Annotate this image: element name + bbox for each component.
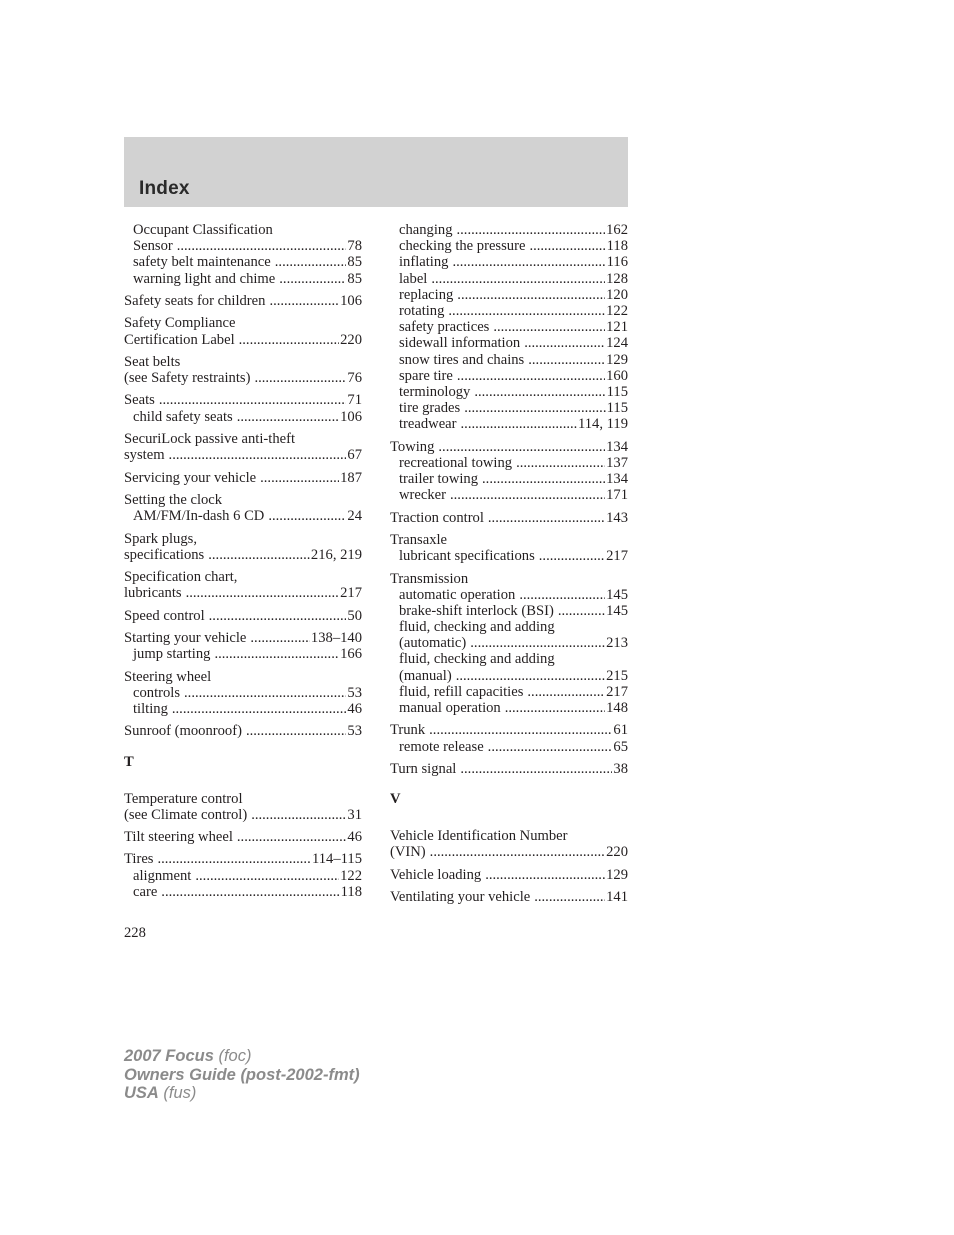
- index-entry-line: [124, 370, 362, 386]
- index-entry: [390, 439, 628, 504]
- index-entry: [124, 829, 362, 845]
- dot-leader: [430, 844, 605, 860]
- index-subentry-line: [124, 271, 362, 287]
- dot-leader: [214, 646, 339, 662]
- index-term: inflating: [399, 254, 449, 271]
- index-term: Traction control: [390, 509, 484, 526]
- index-entry: [124, 470, 362, 486]
- index-page-ref: 220: [606, 844, 628, 861]
- index-term: trailer towing: [399, 471, 479, 487]
- dot-leader: [488, 510, 605, 526]
- index-entry: [390, 222, 628, 432]
- index-entry-line: [390, 889, 628, 905]
- index-term: Spark plugs,: [124, 530, 197, 547]
- index-letter-heading: V: [390, 791, 401, 808]
- index-subentry-line: [124, 254, 362, 270]
- index-page-ref: 120: [606, 286, 628, 303]
- index-term: child safety seats: [133, 408, 233, 425]
- index-page-ref: 217: [340, 585, 362, 602]
- index-entry-line: [124, 569, 362, 585]
- index-column-right: [390, 222, 628, 911]
- index-subentry-line: [390, 548, 628, 564]
- index-page-ref: 76: [347, 370, 362, 387]
- index-page-ref: 116: [606, 254, 628, 271]
- index-term: lubricants: [124, 585, 182, 602]
- index-term: Ventilating your vehicle: [390, 889, 531, 906]
- index-term: Specification chart,: [124, 569, 238, 586]
- dot-leader: [493, 319, 605, 335]
- index-entry-line: [124, 807, 362, 823]
- index-entry: [390, 828, 628, 860]
- footer-guide: Owners Guide (post-2002-fmt): [124, 1065, 360, 1084]
- index-page-ref: 124: [606, 335, 628, 352]
- dot-leader: [251, 807, 346, 823]
- index-term: label: [399, 270, 428, 287]
- index-entry: [124, 222, 362, 287]
- index-term: Setting the clock: [124, 491, 223, 508]
- index-page-ref: 122: [606, 302, 628, 319]
- index-entry-line: [124, 585, 362, 601]
- index-subentry-line: [390, 619, 628, 635]
- index-term: lubricant specifications: [399, 548, 535, 565]
- index-entry-line: [390, 761, 628, 777]
- index-page-ref: 53: [347, 684, 362, 701]
- dot-leader: [268, 508, 346, 524]
- index-entry-line: [124, 723, 362, 739]
- index-term: manual operation: [399, 700, 501, 716]
- index-entry-line: [124, 354, 362, 370]
- index-page-ref: 50: [347, 607, 362, 624]
- index-page-ref: 106: [340, 292, 362, 309]
- index-term: Starting your vehicle: [124, 630, 247, 646]
- index-subentry-line: [124, 646, 362, 662]
- index-term: Temperature control: [124, 790, 243, 807]
- index-subentry-line: [390, 303, 628, 319]
- index-entry-line: [390, 828, 628, 844]
- index-subentry-line: [124, 222, 362, 238]
- index-term: (VIN): [390, 844, 426, 861]
- index-entry: [390, 510, 628, 526]
- dot-leader: [186, 585, 340, 601]
- index-term: safety belt maintenance: [133, 254, 271, 271]
- index-page-ref: 114, 119: [578, 416, 628, 433]
- index-entry-line: [124, 791, 362, 807]
- index-entry-line: [390, 532, 628, 548]
- index-term: wrecker: [399, 487, 446, 504]
- index-page-ref: 53: [347, 723, 362, 740]
- index-page-ref: 85: [347, 254, 362, 271]
- index-subentry-line: [390, 319, 628, 335]
- index-page-ref: 38: [613, 760, 628, 777]
- index-entry: [124, 630, 362, 662]
- index-page-ref: 220: [340, 331, 362, 348]
- index-subentry-line: [390, 384, 628, 400]
- dot-leader: [246, 723, 346, 739]
- index-subentry-line: [390, 352, 628, 368]
- index-term: Certification Label: [124, 331, 235, 348]
- index-term: Occupant Classification: [133, 222, 273, 238]
- index-term: Seats: [124, 392, 155, 409]
- index-subentry-line: [390, 368, 628, 384]
- index-entry-line: [124, 315, 362, 331]
- index-subentry-line: [390, 684, 628, 700]
- dot-leader: [457, 368, 605, 384]
- dot-leader: [558, 603, 605, 619]
- dot-leader: [275, 254, 347, 270]
- index-term: fluid, checking and adding: [399, 619, 555, 636]
- page-number: 228: [124, 925, 146, 941]
- index-term: tilting: [133, 700, 168, 717]
- dot-leader: [474, 384, 605, 400]
- index-entry: [124, 492, 362, 524]
- index-entry-line: [390, 867, 628, 883]
- page-title: Index: [139, 178, 190, 199]
- index-term: fluid, refill capacities: [399, 683, 524, 700]
- dot-leader: [528, 352, 605, 368]
- index-subentry-line: [390, 416, 628, 432]
- index-term: jump starting: [133, 646, 211, 663]
- dot-leader: [516, 455, 605, 471]
- index-entry-line: [124, 531, 362, 547]
- dot-leader: [534, 889, 605, 905]
- dot-leader: [457, 222, 606, 238]
- dot-leader: [237, 829, 347, 845]
- dot-leader: [470, 635, 605, 651]
- index-entry: [390, 532, 628, 564]
- index-entry-line: [390, 571, 628, 587]
- dot-leader: [195, 868, 339, 884]
- index-entry-line: [124, 332, 362, 348]
- index-entry: [124, 315, 362, 347]
- dot-leader: [172, 701, 347, 717]
- index-entry: [124, 354, 362, 386]
- index-term: rotating: [399, 302, 445, 319]
- index-entry-line: [124, 829, 362, 845]
- index-page-ref: 78: [347, 238, 362, 255]
- document-footer: [124, 1047, 360, 1103]
- dot-leader: [157, 851, 311, 867]
- index-page-ref: 46: [347, 700, 362, 717]
- index-term: Vehicle loading: [390, 866, 482, 883]
- index-term: alignment: [133, 867, 192, 884]
- footer-market-code: (fus): [158, 1084, 197, 1102]
- index-term: Safety seats for children: [124, 292, 266, 309]
- index-term: (manual): [399, 667, 452, 684]
- index-term: Steering wheel: [124, 668, 212, 685]
- index-term: Turn signal: [390, 760, 457, 777]
- index-term: AM/FM/In-dash 6 CD: [133, 508, 265, 525]
- index-term: warning light and chime: [133, 270, 276, 287]
- index-subentry-line: [390, 668, 628, 684]
- index-column-left: [124, 222, 362, 906]
- index-subentry-line: [390, 487, 628, 503]
- index-page-ref: 121: [606, 319, 628, 336]
- index-term: automatic operation: [399, 586, 516, 603]
- index-entry-line: [124, 630, 362, 646]
- index-term: snow tires and chains: [399, 351, 525, 368]
- dot-leader: [448, 303, 605, 319]
- index-subentry-line: [390, 238, 628, 254]
- index-page-ref: 171: [606, 487, 628, 504]
- index-page-ref: 114–115: [312, 851, 362, 868]
- index-entry: [124, 569, 362, 601]
- index-subentry-line: [390, 455, 628, 471]
- index-entry: [124, 431, 362, 463]
- index-entry: [390, 761, 628, 777]
- index-term: Sensor: [133, 238, 173, 255]
- index-subentry-line: [124, 868, 362, 884]
- index-term: Tires: [124, 851, 154, 868]
- index-subentry-line: [390, 287, 628, 303]
- index-term: fluid, checking and adding: [399, 651, 555, 668]
- dot-leader: [482, 471, 605, 487]
- index-page-ref: 145: [606, 602, 628, 619]
- index-entry-line: [124, 851, 362, 867]
- index-subentry-line: [390, 587, 628, 603]
- index-term: Speed control: [124, 607, 205, 624]
- index-page-ref: 215: [606, 667, 628, 684]
- index-subentry-line: [390, 222, 628, 238]
- index-term: Safety Compliance: [124, 315, 236, 332]
- index-page-ref: 138–140: [310, 630, 362, 646]
- dot-leader: [457, 287, 605, 303]
- index-page-ref: 46: [347, 829, 362, 846]
- index-term: brake-shift interlock (BSI): [399, 602, 554, 619]
- dot-leader: [184, 685, 346, 701]
- index-term: Trunk: [390, 722, 426, 739]
- index-entry: [124, 851, 362, 900]
- dot-leader: [539, 548, 605, 564]
- index-term: Servicing your vehicle: [124, 469, 257, 486]
- dot-leader: [269, 293, 339, 309]
- index-term: system: [124, 447, 165, 464]
- index-term: Seat belts: [124, 353, 181, 370]
- index-page-ref: 65: [613, 738, 628, 755]
- index-entry-line: [390, 844, 628, 860]
- index-page-ref: 217: [606, 548, 628, 565]
- dot-leader: [452, 254, 605, 270]
- dot-leader: [208, 547, 310, 563]
- index-page-ref: 162: [606, 222, 628, 238]
- index-term: SecuriLock passive anti-theft: [124, 431, 296, 447]
- index-term: care: [133, 883, 158, 900]
- dot-leader: [237, 409, 339, 425]
- index-subentry-line: [390, 471, 628, 487]
- index-term: sidewall information: [399, 335, 521, 352]
- index-page-ref: 115: [606, 400, 628, 417]
- index-subentry-line: [390, 335, 628, 351]
- index-entry: [124, 531, 362, 563]
- index-page-ref: 61: [613, 722, 628, 739]
- index-entry-line: [390, 439, 628, 455]
- index-page-ref: 217: [606, 683, 628, 700]
- index-page-ref: 134: [606, 471, 628, 487]
- index-subentry-line: [124, 508, 362, 524]
- footer-market: USA: [124, 1084, 159, 1102]
- dot-leader: [450, 487, 605, 503]
- index-entry: [390, 889, 628, 905]
- index-page-ref: 166: [340, 646, 362, 663]
- index-page-ref: 31: [347, 806, 362, 823]
- dot-leader: [456, 668, 605, 684]
- index-page-ref: 148: [606, 700, 628, 716]
- dot-leader: [524, 335, 605, 351]
- index-term: terminology: [399, 383, 471, 400]
- index-term: safety practices: [399, 319, 490, 336]
- index-term: (see Safety restraints): [124, 370, 251, 387]
- dot-leader: [461, 416, 577, 432]
- index-page-ref: 67: [347, 447, 362, 464]
- footer-model-code: (foc): [213, 1047, 252, 1065]
- index-subentry-line: [124, 409, 362, 425]
- index-entry-line: [124, 293, 362, 309]
- index-entry: [124, 791, 362, 823]
- index-term: controls: [133, 684, 181, 701]
- index-page-ref: 118: [340, 883, 362, 900]
- index-page-ref: 122: [340, 867, 362, 884]
- index-subentry-line: [124, 238, 362, 254]
- index-letter-heading: T: [124, 753, 134, 770]
- index-subentry-line: [390, 651, 628, 667]
- index-entry: [390, 867, 628, 883]
- index-page-ref: 134: [606, 438, 628, 455]
- dot-leader: [431, 271, 605, 287]
- index-entry-line: [124, 608, 362, 624]
- index-entry-line: [390, 510, 628, 526]
- dot-leader: [438, 439, 605, 455]
- dot-leader: [169, 447, 347, 463]
- index-page-ref: 213: [606, 635, 628, 652]
- dot-leader: [527, 684, 605, 700]
- index-subentry-line: [390, 739, 628, 755]
- index-subentry-line: [124, 685, 362, 701]
- dot-leader: [505, 700, 605, 716]
- index-term: Towing: [390, 438, 435, 455]
- index-entry-line: [124, 470, 362, 486]
- dot-leader: [250, 630, 310, 646]
- index-term: Vehicle Identification Number: [390, 828, 568, 845]
- dot-leader: [159, 392, 347, 408]
- dot-leader: [260, 470, 339, 486]
- index-entry-line: [124, 431, 362, 447]
- dot-leader: [529, 238, 605, 254]
- dot-leader: [239, 332, 339, 348]
- dot-leader: [460, 761, 612, 777]
- index-subentry-line: [390, 254, 628, 270]
- index-page-ref: 216, 219: [310, 546, 362, 563]
- dot-leader: [464, 400, 605, 416]
- index-subentry-line: [390, 700, 628, 716]
- index-subentry-line: [390, 400, 628, 416]
- index-page-ref: 24: [347, 508, 362, 525]
- dot-leader: [177, 238, 347, 254]
- dot-leader: [485, 867, 605, 883]
- index-page-ref: 118: [606, 238, 628, 255]
- dot-leader: [279, 271, 346, 287]
- index-subentry-line: [124, 884, 362, 900]
- dot-leader: [254, 370, 346, 386]
- index-entry: [124, 293, 362, 309]
- index-entry: [390, 722, 628, 754]
- index-term: tire grades: [399, 400, 461, 417]
- index-entry-line: [390, 722, 628, 738]
- index-term: Tilt steering wheel: [124, 829, 233, 846]
- index-page-ref: 71: [347, 392, 362, 409]
- index-page-ref: 187: [340, 469, 362, 486]
- index-term: changing: [399, 222, 453, 238]
- dot-leader: [519, 587, 605, 603]
- index-page-ref: 129: [606, 351, 628, 368]
- index-entry: [390, 571, 628, 717]
- index-term: Transmission: [390, 570, 469, 587]
- dot-leader: [161, 884, 339, 900]
- index-page-ref: 128: [606, 270, 628, 287]
- index-page-ref: 85: [347, 270, 362, 287]
- index-term: (see Climate control): [124, 806, 248, 823]
- dot-leader: [488, 739, 613, 755]
- index-entry-line: [124, 492, 362, 508]
- index-entry-line: [124, 392, 362, 408]
- index-entry: [124, 669, 362, 718]
- index-term: (automatic): [399, 635, 467, 652]
- index-term: treadwear: [399, 416, 457, 433]
- footer-model: 2007 Focus: [124, 1047, 214, 1065]
- section-header-band: [124, 137, 628, 207]
- index-entry: [124, 723, 362, 739]
- index-page-ref: 106: [340, 408, 362, 425]
- index-term: Sunroof (moonroof): [124, 723, 242, 740]
- index-subentry-line: [390, 271, 628, 287]
- index-entry: [124, 392, 362, 424]
- dot-leader: [209, 608, 347, 624]
- index-page-ref: 129: [606, 866, 628, 883]
- index-term: remote release: [399, 738, 484, 755]
- index-page-ref: 141: [606, 889, 628, 906]
- index-term: spare tire: [399, 367, 453, 384]
- index-entry-line: [124, 447, 362, 463]
- index-term: replacing: [399, 286, 454, 303]
- index-entry: [124, 608, 362, 624]
- index-term: checking the pressure: [399, 238, 526, 255]
- index-page-ref: 115: [606, 383, 628, 400]
- index-page-ref: 143: [606, 509, 628, 526]
- index-entry-line: [124, 547, 362, 563]
- index-page-ref: 137: [606, 454, 628, 471]
- index-page-ref: 145: [606, 586, 628, 603]
- index-subentry-line: [124, 701, 362, 717]
- index-subentry-line: [390, 635, 628, 651]
- index-term: specifications: [124, 546, 205, 563]
- index-page-ref: 160: [606, 367, 628, 384]
- index-entry-line: [124, 669, 362, 685]
- dot-leader: [429, 722, 612, 738]
- index-term: Transaxle: [390, 531, 448, 548]
- index-subentry-line: [390, 603, 628, 619]
- index-term: recreational towing: [399, 454, 513, 471]
